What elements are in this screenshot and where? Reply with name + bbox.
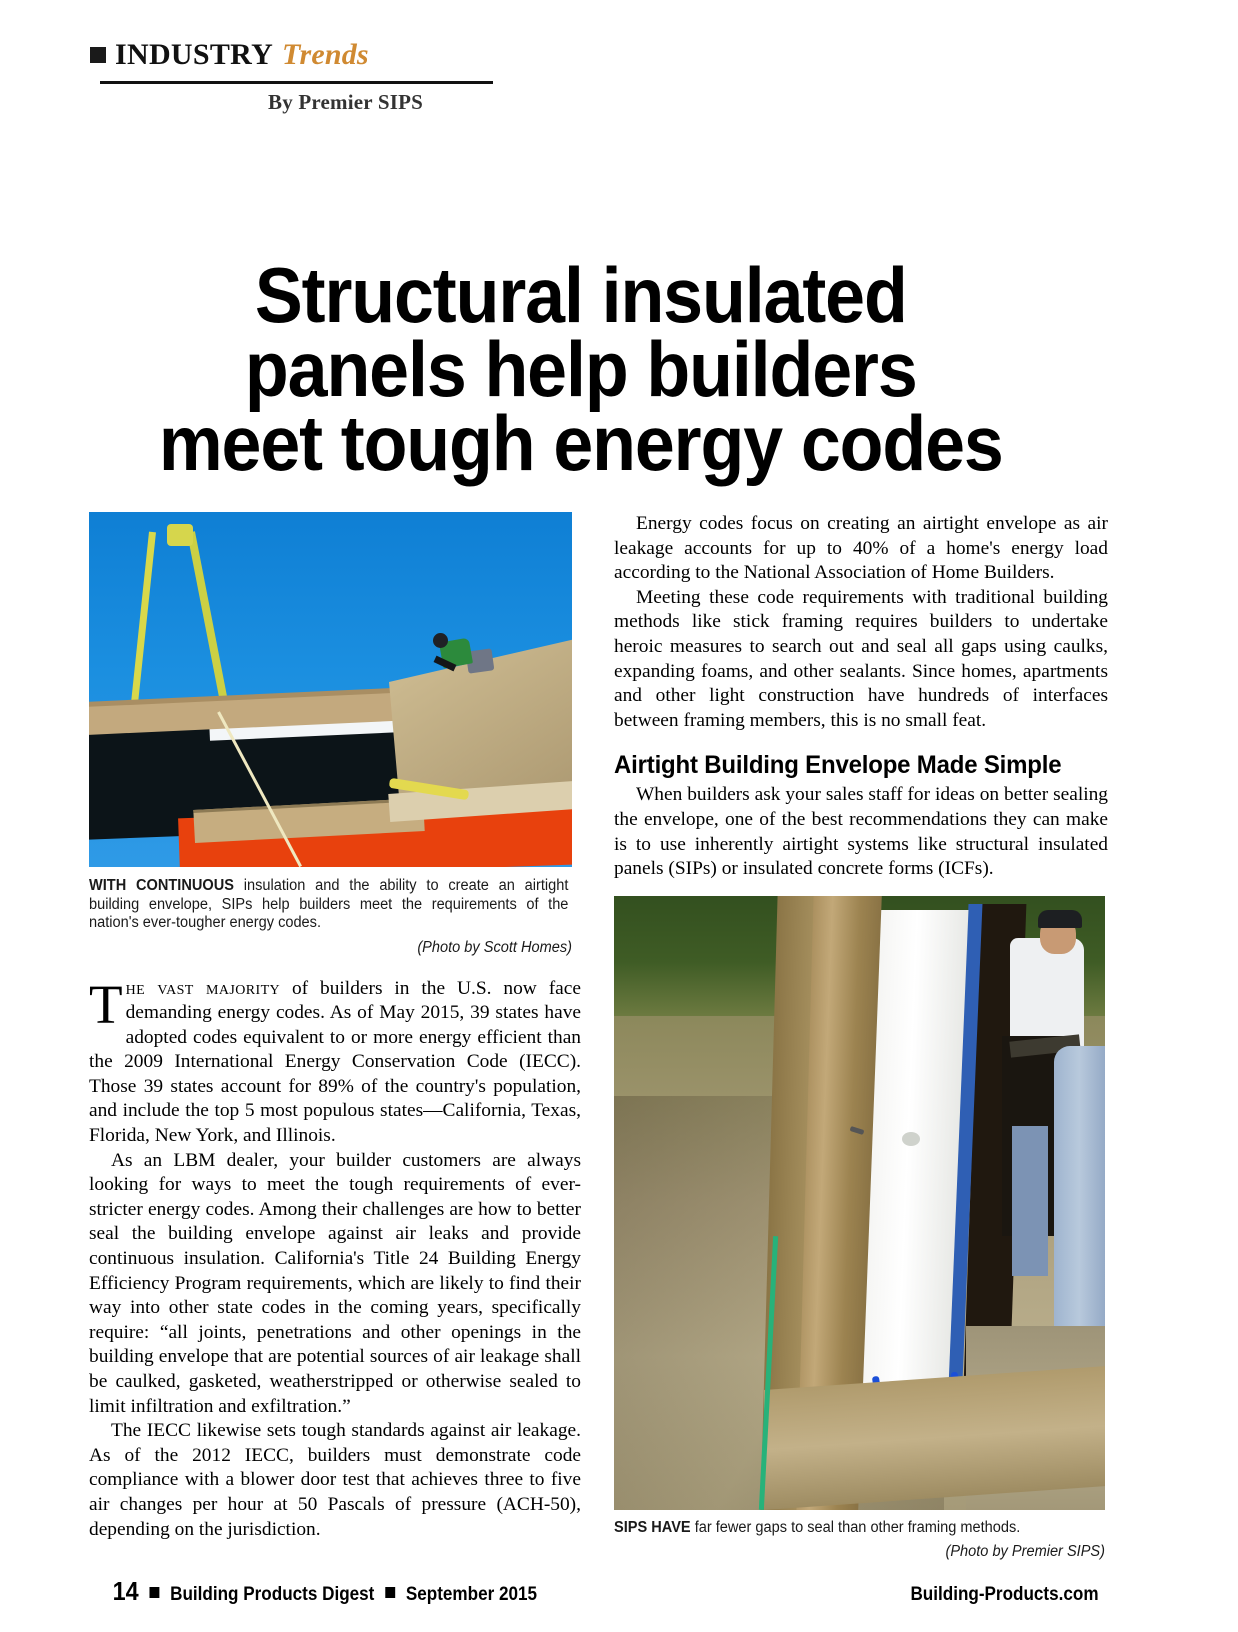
- footer-square-bullet-icon-2: [385, 1587, 395, 1598]
- page-title: [84, 251, 1026, 487]
- page-number: 14: [112, 1576, 139, 1606]
- headline-line-2: panels help builders: [244, 325, 917, 413]
- right-paragraph-2: Meeting these code requirements with traditional building methods like stick framing requires builders to undertake heroic measures to search out and seal all gaps using caulks, expanding foams, and other sealants. Since homes, apartments and other light construction have hundreds of interfaces between framing members, this is no small feat.: [614, 586, 1108, 731]
- photo1-caption: [89, 877, 568, 933]
- footer-publication: Building Products Digest: [170, 1584, 375, 1605]
- left-column-body: [89, 973, 582, 1543]
- photo2-caption-lead: SIPS HAVE: [614, 1518, 691, 1536]
- page-footer: [89, 1576, 1109, 1607]
- opening-small-caps: he vast majority: [125, 977, 281, 999]
- left-paragraph-3: The IECC likewise sets tough standards against air leakage. As of the 2012 IECC, builders must demonstrate code compliance with a blower door test that achieves three to five air changes per hour at 50 Pascals of pressure (ACH-50), depending on the jurisdiction.: [89, 1420, 581, 1540]
- left-paragraph-1-rest: of builders in the U.S. now face demanding energy codes. As of May 2015, 39 states have adopted codes equivalent to or more energy efficient than the 2009 International Energy Conservation Code (IECC). Those 39 states account for 89% of the country's population, and include the top 5 most populous states—California, Texas, Florida, New York, and Illinois.: [89, 977, 582, 1147]
- photo1-caption-body: insulation and the ability to create an airtight building envelope, SIPs help builders meet the requirements of the nation's ever-tougher energy codes.: [89, 877, 569, 931]
- kicker-industry-label: INDUSTRY: [115, 38, 274, 71]
- sip-wall-panel-jobsite-photo: [614, 896, 1105, 1510]
- photo2-caption: [614, 1519, 1103, 1538]
- section-kicker: [90, 38, 490, 72]
- right-paragraph-3: When builders ask your sales staff for ideas on better sealing the envelope, one of the best recommendations they can make is to use inherently airtight systems like structural insulated panels (SIPs) or insulated concrete forms (ICFs).: [614, 784, 1108, 880]
- section-subhead: Airtight Building Envelope Made Simple: [614, 751, 1062, 780]
- footer-website[interactable]: Building-Products.com: [910, 1584, 1099, 1605]
- byline: By Premier SIPS: [268, 90, 424, 114]
- left-paragraph-1: [89, 973, 582, 1149]
- kicker-rule: [100, 81, 493, 84]
- headline-line-3: meet tough energy codes: [158, 399, 1003, 487]
- right-paragraph-1: Energy codes focus on creating an airtight envelope as air leakage accounts for up to 40% of a home's energy load according to the National Association of Home Builders.: [614, 513, 1108, 584]
- footer-square-bullet-icon: [149, 1587, 159, 1598]
- footer-left-group: [113, 1576, 537, 1607]
- drop-cap: T: [89, 973, 123, 1035]
- headline-line-1: Structural insulated: [254, 251, 907, 339]
- right-column: [614, 512, 1108, 1561]
- photo1-credit: (Photo by Scott Homes): [417, 938, 572, 956]
- kicker-trends-label: Trends: [282, 38, 369, 71]
- photo1-caption-lead: WITH CONTINUOUS: [89, 877, 234, 894]
- right-column-body-bottom: [614, 783, 1108, 881]
- left-paragraph-2: As an LBM dealer, your builder customers are always looking for ways to meet the tough requirements of ever-stricter energy codes. Among their challenges are how to better seal the building envelope against air leaks and provide continuous insulation. California's Title 24 Building Energy Efficiency Program requirements, which are likely to find their way into other state codes in the coming years, specifically require: “all joints, penetrations and other openings in the building envelope that are potential sources of air leakage shall be caulked, gasketed, weatherstripped or otherwise sealed to limit infiltration and exfiltration.”: [89, 1149, 581, 1417]
- footer-issue-date: September 2015: [405, 1584, 538, 1605]
- roof-panel-crane-lift-photo: [89, 512, 572, 867]
- right-column-body-top: [614, 512, 1108, 733]
- black-square-bullet-icon: [90, 47, 106, 63]
- kicker-line: [90, 38, 490, 72]
- photo2-credit: (Photo by Premier SIPS): [945, 1543, 1105, 1561]
- left-column: [89, 512, 581, 1542]
- photo2-caption-body: far fewer gaps to seal than other framing methods.: [690, 1518, 1021, 1536]
